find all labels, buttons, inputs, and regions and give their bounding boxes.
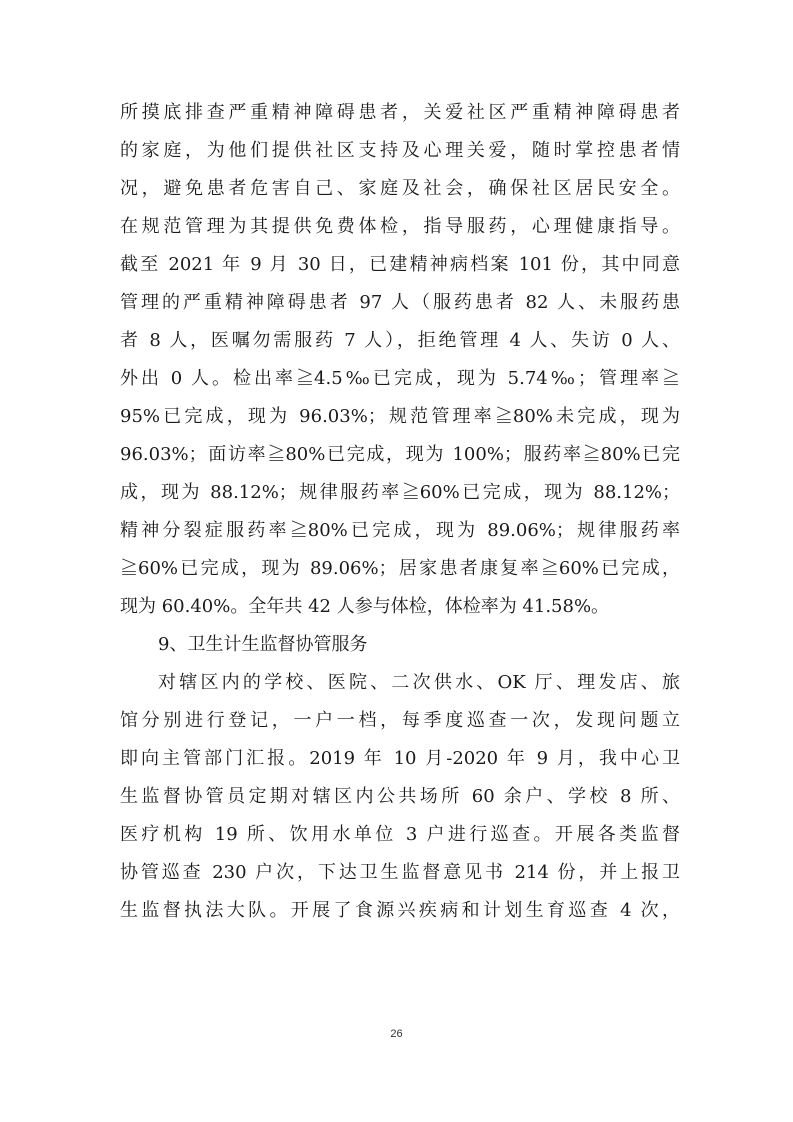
page-number: 26 [390, 1028, 403, 1040]
body-text-line: 馆分别进行登记，一户一档，每季度巡查一次，发现问题立 [120, 710, 680, 731]
body-text-line: 95%已完成，现为 96.03%；规范管理率≧80%未完成，现为 [120, 406, 680, 427]
body-text-line: 96.03%；面访率≧80%已完成，现为 100%；服药率≧80%已完 [120, 444, 680, 465]
body-text-line: 者 8 人，医嘱勿需服药 7 人），拒绝管理 4 人、失访 0 人、 [120, 330, 680, 351]
body-text-line: 外出 0 人。检出率≧4.5‰已完成，现为 5.74‰；管理率≧ [120, 368, 680, 389]
body-text-line: 截至 2021 年 9 月 30 日，已建精神病档案 101 份，其中同意 [120, 254, 680, 275]
body-text-line: 生监督协管员定期对辖区内公共场所 60 余户、学校 8 所、 [120, 786, 680, 807]
body-text-line: 对辖区内的学校、医院、二次供水、OK 厅、理发店、旅 [158, 672, 680, 693]
body-text-line: 生监督执法大队。开展了食源兴疾病和计划生育巡查 4 次， [120, 900, 680, 921]
section-heading: 9、卫生计生监督协管服务 [158, 634, 368, 655]
body-text-line: 现为 60.40%。全年共 42 人参与体检，体检率为 41.58%。 [120, 596, 610, 617]
body-text-line: 协管巡查 230 户次，下达卫生监督意见书 214 份，并上报卫 [120, 862, 680, 883]
body-text-line: 即向主管部门汇报。2019 年 10 月-2020 年 9 月，我中心卫 [120, 748, 680, 769]
body-text-line: 管理的严重精神障碍患者 97 人（服药患者 82 人、未服药患 [120, 292, 680, 313]
body-text-line: 的家庭，为他们提供社区支持及心理关爱，随时掌控患者情 [120, 140, 680, 161]
body-text-line: 在规范管理为其提供免费体检，指导服药，心理健康指导。 [120, 216, 680, 237]
body-text-line: 成，现为 88.12%；规律服药率≧60%已完成，现为 88.12%； [120, 482, 680, 503]
body-text-line: 所摸底排查严重精神障碍患者，关爱社区严重精神障碍患者 [120, 102, 680, 123]
body-text-line: 医疗机构 19 所、饮用水单位 3 户进行巡查。开展各类监督 [120, 824, 680, 845]
body-text-line: 精神分裂症服药率≧80%已完成，现为 89.06%；规律服药率 [120, 520, 680, 541]
body-text-line: ≧60%已完成，现为 89.06%；居家患者康复率≧60%已完成， [120, 558, 680, 579]
body-text-line: 况，避免患者危害自己、家庭及社会，确保社区居民安全。 [120, 178, 680, 199]
